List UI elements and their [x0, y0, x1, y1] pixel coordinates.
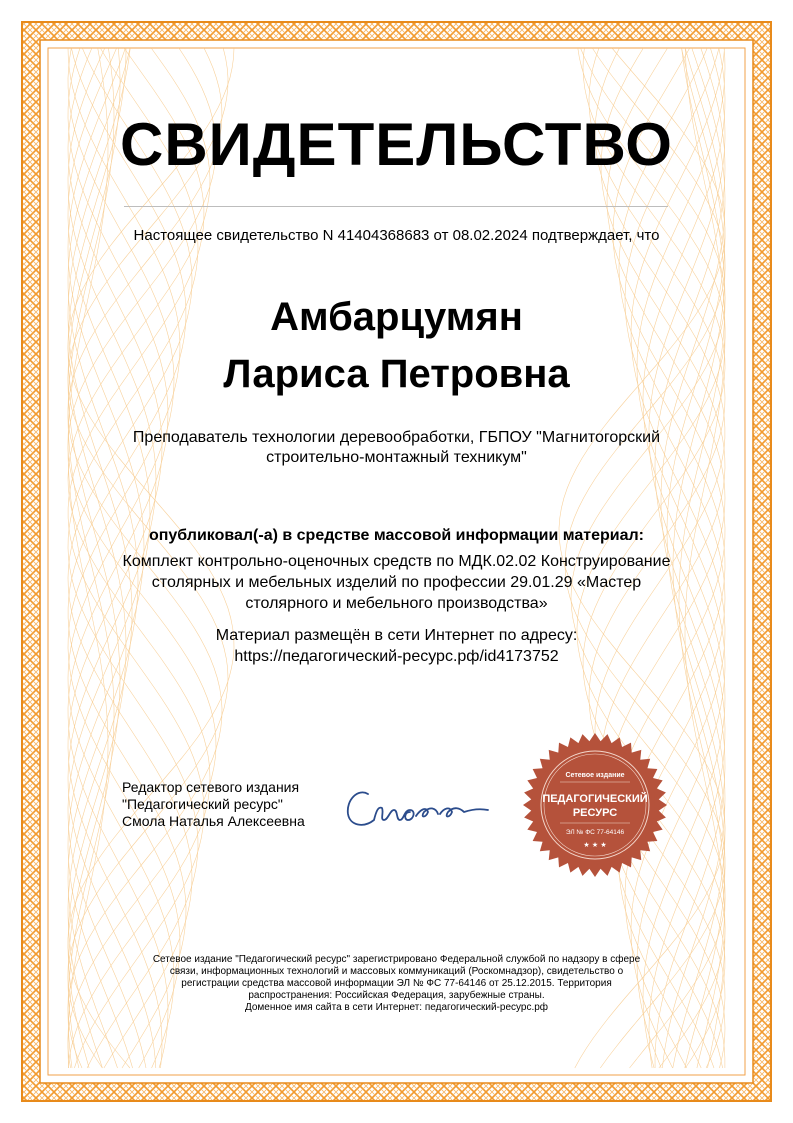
recipient-given-names: Лариса Петровна	[223, 352, 570, 396]
material-line: Комплект контрольно-оценочных средств по МДК.02.02 Конструирование	[122, 553, 671, 570]
registration-footer	[115, 954, 678, 1014]
footer-line: Сетевое издание "Педагогический ресурс" зарегистрировано Федеральной службой по надзору в сфере	[152, 954, 641, 965]
material-title	[110, 551, 683, 614]
seal-name-line2: РЕСУРС	[572, 807, 618, 819]
seal-top-text: Сетевое издание	[565, 772, 625, 779]
footer-line: регистрации средства массовой информации ЭЛ № ФС 77-64146 от 25.12.2015. Территория	[181, 978, 612, 989]
publication-seal	[520, 730, 670, 880]
material-line: столярного и мебельного производства»	[245, 595, 548, 612]
recipient-surname: Амбарцумян	[270, 295, 523, 339]
certificate-title: СВИДЕТЕЛЬСТВО	[120, 111, 673, 178]
seal-stars: ★ ★ ★	[583, 841, 607, 849]
position-line: Преподаватель технологии деревообработки, ГБПОУ "Магнитогорский	[132, 429, 661, 446]
publication-heading: опубликовал(-а) в средстве массовой информации материал:	[148, 527, 645, 544]
material-url: https://педагогический-ресурс.рф/id4173752	[234, 648, 559, 665]
footer-line: распространения: Российская Федерация, зарубежные страны.	[248, 990, 545, 1001]
material-line: столярных и мебельных изделий по профессии 29.01.29 «Мастер	[151, 574, 642, 591]
material-location	[110, 625, 683, 667]
seal-registration: ЭЛ № ФС 77-64146	[565, 829, 625, 836]
seal-name-line1: ПЕДАГОГИЧЕСКИЙ	[542, 793, 648, 805]
certificate-intro: Настоящее свидетельство N 41404368683 от 08.02.2024 подтверждает, что	[133, 227, 660, 244]
editor-publication: "Педагогический ресурс"	[122, 796, 283, 812]
position-line: строительно-монтажный техникум"	[266, 449, 527, 466]
title-divider	[124, 206, 668, 207]
editor-block	[122, 779, 342, 830]
editor-name: Смола Наталья Алексеевна	[122, 813, 305, 829]
editor-role: Редактор сетевого издания	[122, 779, 300, 795]
placed-label: Материал размещён в сети Интернет по адресу:	[215, 627, 578, 644]
editor-signature	[340, 776, 500, 846]
footer-line: Доменное имя сайта в сети Интернет: педагогический-ресурс.рф	[244, 1002, 549, 1013]
recipient-position	[110, 428, 683, 468]
footer-line: связи, информационных технологий и массовых коммуникаций (Роскомнадзор), свидетельство о	[169, 966, 624, 977]
